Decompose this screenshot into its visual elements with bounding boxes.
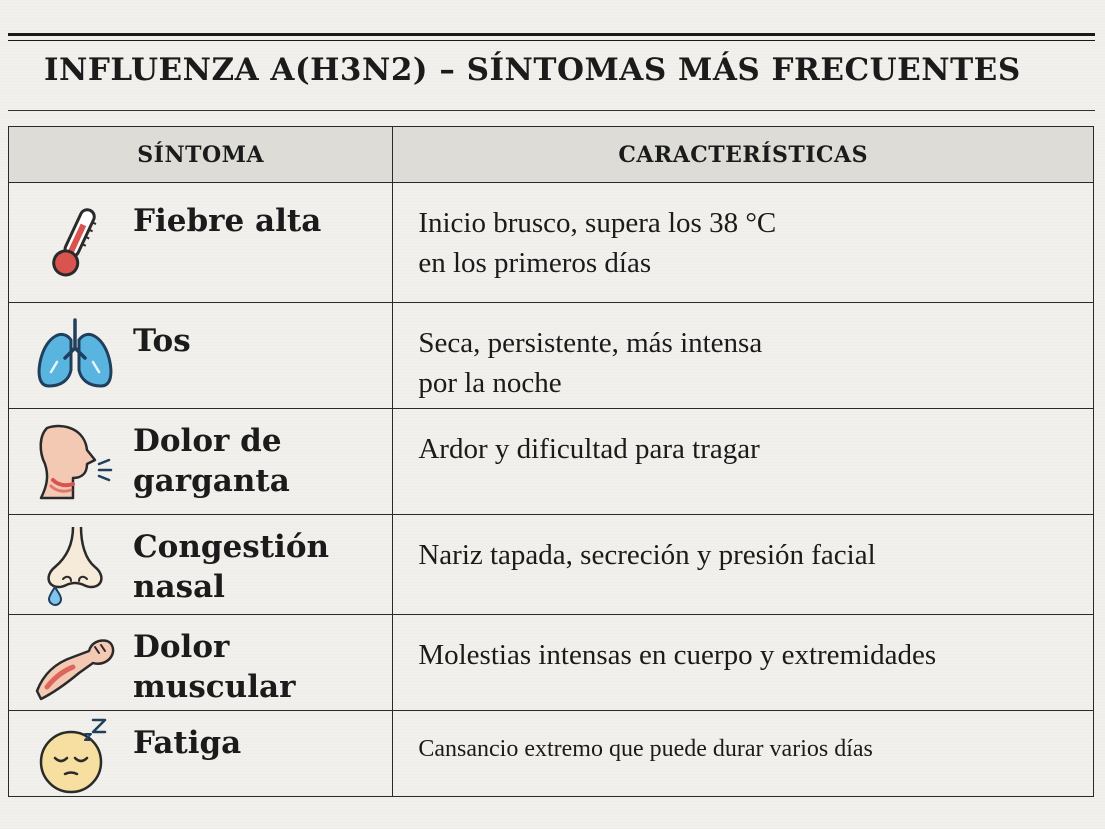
symptom-name: Fatiga	[133, 725, 242, 761]
symptom-cell	[9, 303, 393, 409]
description-cell	[393, 183, 1094, 303]
table-row	[9, 303, 1094, 409]
symptom-cell	[9, 515, 393, 615]
symptom-name: Tos	[133, 323, 191, 359]
description-cell	[393, 409, 1094, 515]
runny-nose-icon	[33, 523, 117, 607]
symptom-cell	[9, 183, 393, 303]
title-underline	[8, 110, 1095, 111]
thermometer-icon	[33, 201, 117, 285]
top-double-rule	[8, 33, 1095, 36]
sore-arm-icon	[33, 621, 117, 705]
symptom-name: Congestión nasal	[133, 529, 330, 605]
page-title: INFLUENZA A(H3N2) – SÍNTOMAS MÁS FRECUENTES	[44, 52, 1021, 88]
symptom-name: Fiebre alta	[133, 203, 322, 239]
symptom-description: Nariz tapada, secreción y presión facial	[418, 539, 876, 571]
symptom-cell	[9, 409, 393, 515]
description-cell	[393, 515, 1094, 615]
description-cell	[393, 711, 1094, 797]
symptom-description: Inicio brusco, supera los 38 °C en los primeros días	[418, 207, 777, 279]
sore-throat-icon	[33, 420, 117, 504]
symptom-description: Molestias intensas en cuerpo y extremidades	[418, 639, 937, 671]
symptom-description: Cansancio extremo que puede durar varios días	[418, 736, 873, 762]
sleepy-face-icon	[33, 712, 117, 796]
top-double-rule-thin	[8, 40, 1095, 41]
description-cell	[393, 303, 1094, 409]
symptom-description: Ardor y dificultad para tragar	[418, 433, 760, 465]
symptom-name: Dolor muscular	[133, 629, 296, 705]
symptom-description: Seca, persistente, más intensa por la noche	[418, 327, 763, 399]
symptom-name: Dolor de garganta	[133, 423, 290, 499]
symptom-cell	[9, 711, 393, 797]
header-symptom: SÍNTOMA	[9, 127, 393, 183]
table-row	[9, 711, 1094, 797]
table-row	[9, 183, 1094, 303]
table-row	[9, 615, 1094, 711]
table-header-row	[9, 127, 1094, 183]
symptom-cell	[9, 615, 393, 711]
table-row	[9, 409, 1094, 515]
symptoms-table	[8, 126, 1094, 797]
lungs-icon	[33, 314, 117, 398]
table-row	[9, 515, 1094, 615]
header-characteristics: CARACTERÍSTICAS	[393, 127, 1094, 183]
description-cell	[393, 615, 1094, 711]
